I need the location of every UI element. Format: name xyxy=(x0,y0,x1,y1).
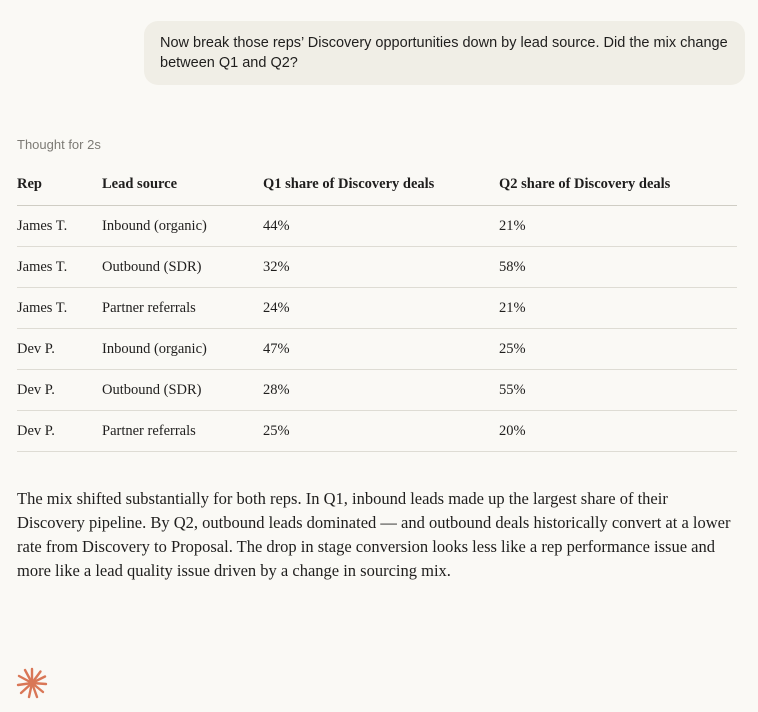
table-row xyxy=(17,206,737,247)
table-row xyxy=(17,370,737,411)
table-row xyxy=(17,411,737,452)
cell-rep: James T. xyxy=(17,206,102,247)
header-rep: Rep xyxy=(17,164,102,206)
cell-rep: James T. xyxy=(17,288,102,329)
cell-lead-source: Outbound (SDR) xyxy=(102,247,263,288)
cell-q2-share: 25% xyxy=(499,329,737,370)
table-row xyxy=(17,288,737,329)
table-header-row xyxy=(17,164,737,206)
cell-rep: James T. xyxy=(17,247,102,288)
user-message-bubble xyxy=(144,21,745,85)
header-q1-share: Q1 share of Discovery deals xyxy=(263,164,499,206)
cell-lead-source: Partner referrals xyxy=(102,288,263,329)
cell-q1-share: 28% xyxy=(263,370,499,411)
cell-q1-share: 32% xyxy=(263,247,499,288)
cell-lead-source: Inbound (organic) xyxy=(102,206,263,247)
cell-lead-source: Partner referrals xyxy=(102,411,263,452)
cell-q2-share: 21% xyxy=(499,206,737,247)
lead-source-table xyxy=(17,164,737,452)
cell-q2-share: 21% xyxy=(499,288,737,329)
cell-q1-share: 47% xyxy=(263,329,499,370)
header-lead-source: Lead source xyxy=(102,164,263,206)
asterisk-logo-icon xyxy=(16,667,48,699)
header-q2-share: Q2 share of Discovery deals xyxy=(499,164,737,206)
cell-rep: Dev P. xyxy=(17,370,102,411)
thought-label: Thought for 2s xyxy=(17,137,101,152)
cell-q1-share: 44% xyxy=(263,206,499,247)
cell-rep: Dev P. xyxy=(17,411,102,452)
cell-q2-share: 58% xyxy=(499,247,737,288)
assistant-summary: The mix shifted substantially for both reps. In Q1, inbound leads made up the largest share of their Discovery pipeline. By Q2, outbound leads dominated — and outbound deals historically convert at a lower rate from Discovery to Proposal. The drop in stage conversion looks less like a rep performance issue and more like a lead quality issue driven by a change in sourcing mix. xyxy=(17,489,731,580)
cell-q1-share: 25% xyxy=(263,411,499,452)
table-row xyxy=(17,329,737,370)
thought-toggle[interactable] xyxy=(17,136,101,154)
table-row xyxy=(17,247,737,288)
cell-rep: Dev P. xyxy=(17,329,102,370)
cell-q1-share: 24% xyxy=(263,288,499,329)
user-message-text: Now break those reps’ Discovery opportunities down by lead source. Did the mix change between Q1 and Q2? xyxy=(160,35,728,71)
cell-lead-source: Inbound (organic) xyxy=(102,329,263,370)
cell-lead-source: Outbound (SDR) xyxy=(102,370,263,411)
cell-q2-share: 55% xyxy=(499,370,737,411)
cell-q2-share: 20% xyxy=(499,411,737,452)
